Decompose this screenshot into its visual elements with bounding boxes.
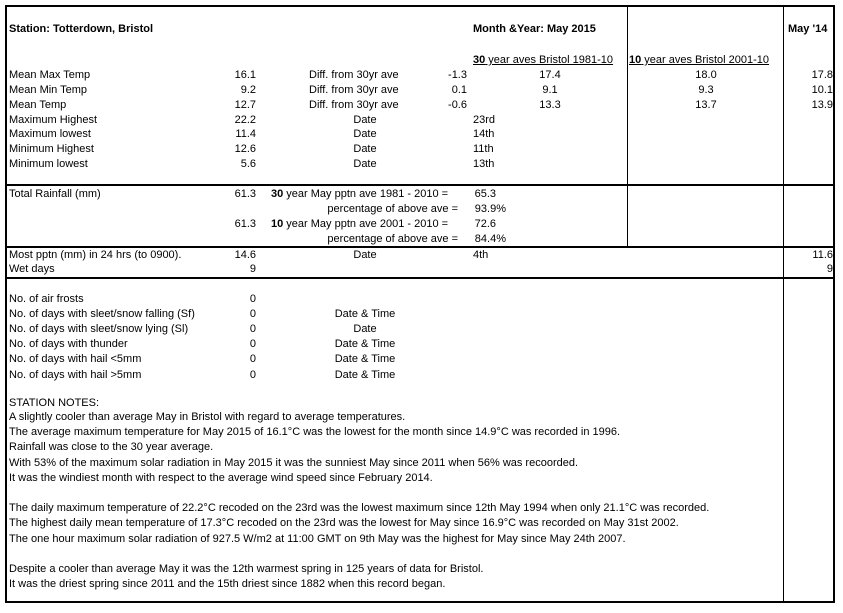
- count-row-label: No. of days with sleet/snow lying (Sl): [9, 323, 189, 335]
- rainfall-30yr-value: 65.3: [474, 188, 496, 200]
- most-pptn-prev: 11.6: [812, 249, 833, 261]
- temp-row-diff: 0.1: [451, 84, 467, 96]
- ave30-header: 30 year aves Bristol 1981-10: [473, 54, 614, 66]
- temp-row-diff: -1.3: [448, 69, 467, 81]
- temp-row-diff-label: Diff. from 30yr ave: [309, 84, 399, 96]
- count-row-value: 0: [249, 323, 256, 335]
- count-row-label: No. of days with hail <5mm: [9, 353, 142, 365]
- month-year-title: Month &Year: May 2015: [473, 23, 596, 35]
- count-row-value: 0: [249, 293, 256, 305]
- rainfall-30yr-text: 30 year May pptn ave 1981 - 2010 =: [271, 188, 449, 200]
- rainfall-value-2: 61.3: [234, 218, 256, 230]
- temp-row-ave30: 9.1: [542, 84, 558, 96]
- extreme-row-value: 5.6: [240, 158, 256, 170]
- col-divider-10yr: [627, 6, 628, 247]
- temp-row-label: Mean Max Temp: [9, 69, 91, 81]
- temp-row-diff-label: Diff. from 30yr ave: [309, 99, 399, 111]
- temp-row-ave30: 17.4: [539, 69, 561, 81]
- rainfall-label: Total Rainfall (mm): [9, 188, 101, 200]
- wet-days-value: 9: [249, 263, 256, 275]
- extreme-row-date: 13th: [473, 158, 495, 170]
- note-line: It was the driest spring since 2011 and the 15th driest since 1882 when this record began.: [9, 578, 446, 591]
- most-pptn-value: 14.6: [234, 249, 256, 261]
- temp-row-prev: 13.9: [811, 99, 833, 111]
- temp-row-value: 9.2: [240, 84, 256, 96]
- extreme-row-label: Minimum lowest: [9, 158, 88, 170]
- divider-rainfall: [5, 184, 835, 186]
- note-line: Despite a cooler than average May it was the 12th warmest spring in 125 years of data for Bristol.: [9, 563, 484, 575]
- temp-row-prev: 10.1: [811, 84, 833, 96]
- note-line: A slightly cooler than average May in Bristol with regard to average temperatures.: [9, 411, 406, 423]
- extreme-row-value: 22.2: [234, 114, 256, 126]
- count-row-value: 0: [249, 338, 256, 350]
- extreme-row-label: Minimum Highest: [9, 143, 94, 155]
- count-row-extra: Date & Time: [334, 338, 396, 350]
- most-pptn-date-label: Date: [353, 249, 377, 261]
- most-pptn-label: Most pptn (mm) in 24 hrs (to 0900).: [9, 249, 182, 261]
- rainfall-value: 61.3: [234, 188, 256, 200]
- count-row-extra: Date & Time: [334, 308, 396, 320]
- note-line: The one hour maximum solar radiation of 927.5 W/m2 at 11:00 GMT on 9th May was the highest for May since May 24th 2007.: [9, 532, 626, 545]
- note-line: With 53% of the maximum solar radiation in May 2015 it was the sunniest May since 2011 when 56% was recoorded.: [9, 456, 579, 469]
- extreme-row-date-label: Date: [353, 128, 377, 140]
- most-pptn-date: 4th: [473, 249, 489, 261]
- count-row-extra: Date & Time: [334, 369, 396, 381]
- temp-row-diff-label: Diff. from 30yr ave: [309, 69, 399, 81]
- extreme-row-date: 14th: [473, 128, 495, 140]
- note-line: It was the windiest month with respect to the average wind speed since February 2014.: [9, 471, 433, 484]
- station-title: Station: Totterdown, Bristol: [9, 23, 154, 35]
- wet-days-prev: 9: [826, 263, 833, 275]
- count-row-label: No. of air frosts: [9, 293, 84, 305]
- note-line: Rainfall was close to the 30 year average.: [9, 441, 214, 454]
- col-divider-prev: [783, 6, 784, 602]
- rainfall-10yr-pct-label: percentage of above ave =: [327, 233, 458, 245]
- count-row-extra: Date & Time: [334, 353, 396, 365]
- temp-row-label: Mean Min Temp: [9, 84, 88, 96]
- temp-row-ave30: 13.3: [539, 99, 561, 111]
- rainfall-10yr-value: 72.6: [474, 218, 496, 230]
- temp-row-label: Mean Temp: [9, 99, 67, 111]
- ave10-header: 10 year aves Bristol 2001-10: [629, 54, 770, 66]
- temp-row-ave10: 9.3: [698, 84, 714, 96]
- note-line: The daily maximum temperature of 22.2°C recoded on the 23rd was the lowest maximum since 12th May 1994 when only 21.1°C was recorded.: [9, 502, 710, 515]
- extreme-row-date: 11th: [473, 143, 494, 155]
- count-row-label: No. of days with sleet/snow falling (Sf): [9, 308, 195, 320]
- rainfall-30yr-pct: 93.9%: [474, 203, 506, 215]
- count-row-value: 0: [249, 353, 256, 365]
- wet-days-label: Wet days: [9, 263, 55, 275]
- extreme-row-date-label: Date: [353, 114, 377, 126]
- note-line: The average maximum temperature for May 2015 of 16.1°C was the lowest for the month since 14.9°C was recorded in 1996.: [9, 426, 621, 439]
- extreme-row-date: 23rd: [473, 114, 496, 126]
- extreme-row-value: 12.6: [234, 143, 256, 155]
- temp-row-value: 12.7: [234, 99, 256, 111]
- count-row-extra: Date: [353, 323, 377, 335]
- temp-row-diff: -0.6: [448, 99, 467, 111]
- temp-row-prev: 17.8: [811, 69, 833, 81]
- temp-row-ave10: 18.0: [695, 69, 717, 81]
- temp-row-value: 16.1: [234, 69, 256, 81]
- divider-pptn: [5, 246, 835, 248]
- rainfall-30yr-pct-label: percentage of above ave =: [327, 203, 458, 215]
- extreme-row-value: 11.4: [235, 128, 256, 140]
- extreme-row-date-label: Date: [353, 143, 377, 155]
- rainfall-10yr-text: 10 year May pptn ave 2001 - 2010 =: [271, 218, 449, 230]
- divider-counts: [5, 277, 835, 279]
- extreme-row-label: Maximum lowest: [9, 128, 91, 140]
- count-row-value: 0: [249, 369, 256, 381]
- count-row-value: 0: [249, 308, 256, 320]
- notes-heading: STATION NOTES:: [9, 397, 100, 409]
- extreme-row-label: Maximum Highest: [9, 114, 98, 126]
- count-row-label: No. of days with hail >5mm: [9, 369, 142, 381]
- note-line: The highest daily mean temperature of 17.3°C recoded on the 23rd was the lowest for May since 16.9°C was recorded on May 31st 2002.: [9, 517, 679, 530]
- rainfall-10yr-pct: 84.4%: [474, 233, 506, 245]
- extreme-row-date-label: Date: [353, 158, 377, 170]
- prev-year-label: May '14: [788, 23, 828, 35]
- count-row-label: No. of days with thunder: [9, 338, 128, 350]
- temp-row-ave10: 13.7: [695, 99, 717, 111]
